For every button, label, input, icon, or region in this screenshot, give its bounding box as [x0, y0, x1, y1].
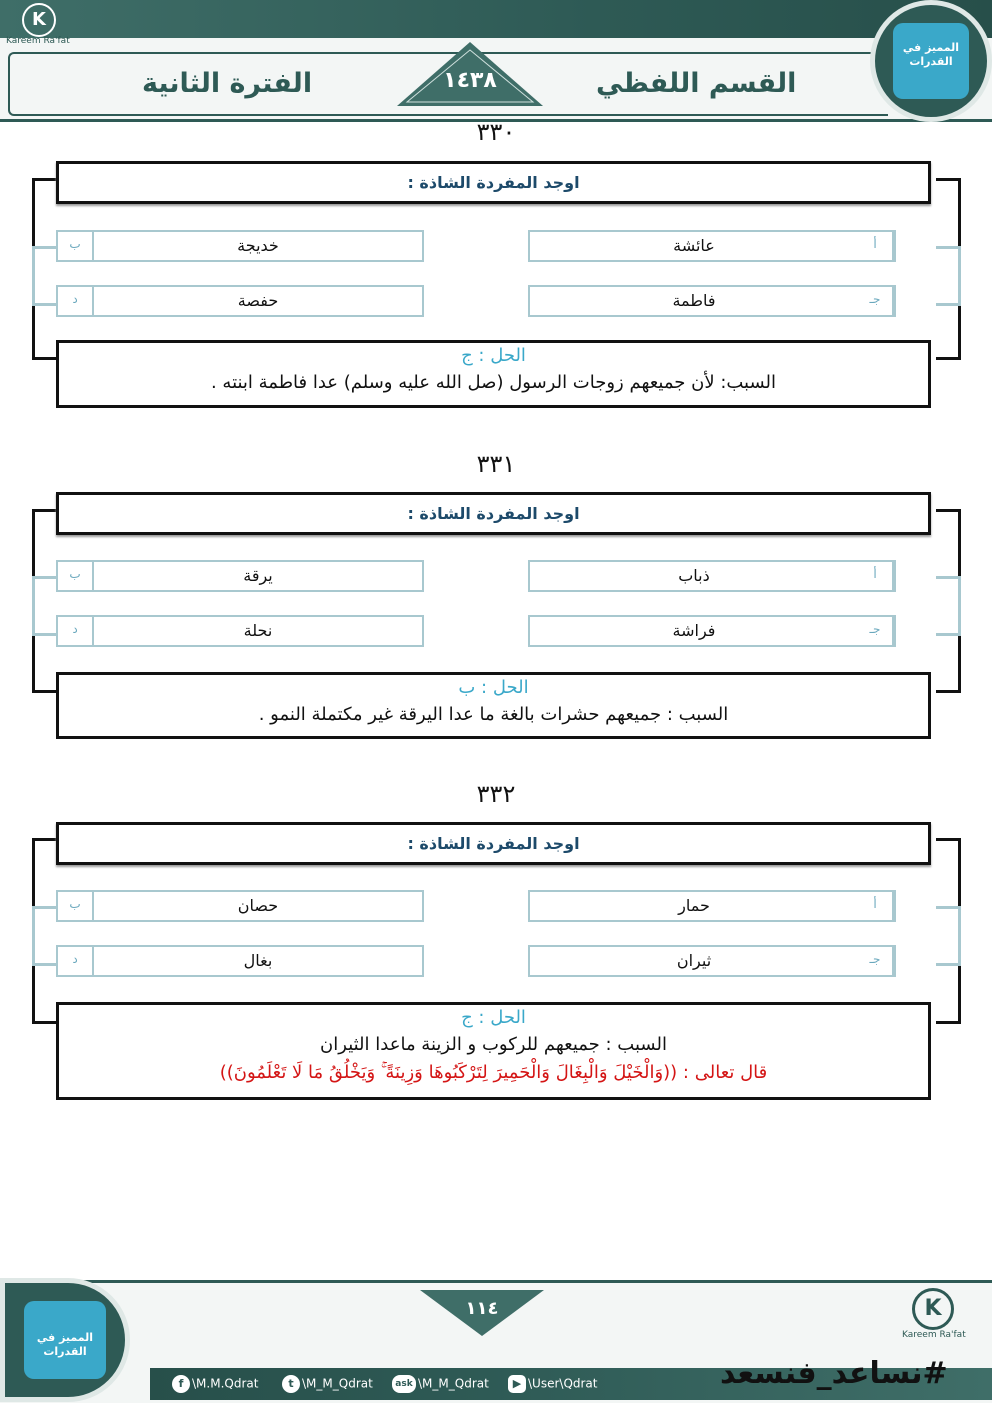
- facebook-icon: f: [172, 1375, 190, 1393]
- option-text: نحلة: [243, 621, 273, 640]
- options-side-right: [936, 576, 961, 636]
- youtube-icon: ▶: [508, 1375, 526, 1393]
- facebook-handle: \M.M.Qdrat: [192, 1376, 259, 1391]
- option-letter: د: [58, 617, 94, 645]
- option-letter: ب: [58, 562, 94, 590]
- option-d[interactable]: [56, 285, 424, 317]
- question-number: ٣٣٠: [476, 118, 516, 146]
- solution-label: الحل : ب: [458, 677, 529, 698]
- options-side-left: [32, 576, 57, 636]
- option-c[interactable]: [528, 945, 896, 977]
- option-text: حفصة: [237, 291, 279, 310]
- brand-logo: [870, 0, 992, 122]
- option-letter: جـ: [858, 617, 894, 645]
- option-a[interactable]: [528, 890, 896, 922]
- solution-label: الحل : ج: [461, 345, 526, 366]
- year-badge: [395, 40, 545, 110]
- ask-handle: \M_M_Qdrat: [418, 1376, 489, 1391]
- reason-text: السبب: لأن جميعهم زوجات الرسول (صل الله عليه وسلم) عدا فاطمة ابنته .: [210, 372, 777, 393]
- brand-logo-icon: [893, 23, 969, 99]
- options-side-left: [32, 906, 57, 966]
- footer-kareem-logo-icon: K: [912, 1288, 954, 1330]
- reason-text: السبب : جميعهم حشرات بالغة ما عدا اليرقة غير مكتملة النمو .: [258, 704, 729, 725]
- option-letter: جـ: [858, 947, 894, 975]
- option-text: ذباب: [678, 566, 710, 585]
- solution-label: الحل : ج: [461, 1007, 526, 1028]
- option-c[interactable]: [528, 285, 896, 317]
- options-side-right: [936, 246, 961, 306]
- brand-logo-text: المميز في القدرات: [902, 40, 960, 68]
- option-d[interactable]: [56, 945, 424, 977]
- option-text: بغال: [243, 951, 273, 970]
- answer-box: [56, 1002, 931, 1100]
- question-number: ٣٣٢: [476, 780, 516, 808]
- kareem-logo-icon: K: [22, 3, 56, 37]
- option-letter: أ: [858, 232, 894, 260]
- options-side-right: [936, 906, 961, 966]
- option-d[interactable]: [56, 615, 424, 647]
- option-b[interactable]: [56, 890, 424, 922]
- ask-icon: ask: [392, 1375, 416, 1393]
- option-text: فراشة: [672, 621, 716, 640]
- brand-logo-text: المميز في القدرات: [36, 1331, 94, 1359]
- kareem-logo-text: Kareem Ra'fat: [6, 36, 70, 46]
- page-number: ١١٤: [465, 1298, 499, 1319]
- footer-brand-logo: [0, 1278, 130, 1402]
- answer-box: [56, 672, 931, 739]
- twitter-link[interactable]: [282, 1375, 373, 1393]
- question-prompt: اوجد المفردة الشاذة :: [407, 834, 580, 853]
- header-band: [0, 0, 992, 38]
- option-text: ثيران: [676, 951, 712, 970]
- option-letter: ب: [58, 892, 94, 920]
- twitter-icon: t: [282, 1375, 300, 1393]
- question-box: [56, 822, 931, 865]
- option-c[interactable]: [528, 615, 896, 647]
- option-text: خديجة: [237, 236, 279, 255]
- option-letter: د: [58, 947, 94, 975]
- option-letter: أ: [858, 892, 894, 920]
- option-a[interactable]: [528, 560, 896, 592]
- option-letter: ب: [58, 232, 94, 260]
- option-letter: د: [58, 287, 94, 315]
- period-title: الفترة الثانية: [142, 68, 313, 99]
- option-text: فاطمة: [672, 291, 716, 310]
- ask-link[interactable]: [392, 1375, 489, 1393]
- question-prompt: اوجد المفردة الشاذة :: [407, 504, 580, 523]
- option-text: حصان: [237, 896, 279, 915]
- hashtag: #نساعد_فنسعد: [720, 1356, 948, 1391]
- brand-logo-icon: [24, 1301, 106, 1379]
- reason-text: السبب : جميعهم للركوب و الزينة ماعدا الثيران: [320, 1034, 667, 1055]
- year-label: ١٤٣٨: [443, 68, 497, 93]
- answer-box: [56, 340, 931, 408]
- facebook-link[interactable]: [172, 1375, 258, 1393]
- option-a[interactable]: [528, 230, 896, 262]
- section-title: القسم اللفظي: [596, 68, 797, 99]
- option-text: حمار: [678, 896, 710, 915]
- question-number: ٣٣١: [476, 450, 516, 478]
- option-text: يرقة: [243, 566, 273, 585]
- quran-verse: قال تعالى : ((وَالْخَيْلَ وَالْبِغَالَ وَالْحَمِيرَ لِتَرْكَبُوهَا وَزِينَةً ۚ وَيَخْلُقُ مَا لَا تَعْلَمُونَ)): [219, 1062, 768, 1083]
- options-side-left: [32, 246, 57, 306]
- twitter-handle: \M_M_Qdrat: [302, 1376, 373, 1391]
- youtube-handle: \User\Qdrat: [528, 1376, 598, 1391]
- question-prompt: اوجد المفردة الشاذة :: [407, 173, 580, 192]
- option-letter: جـ: [858, 287, 894, 315]
- youtube-link[interactable]: [508, 1375, 598, 1393]
- option-b[interactable]: [56, 560, 424, 592]
- question-box: [56, 492, 931, 535]
- option-text: عائشة: [673, 236, 715, 255]
- option-b[interactable]: [56, 230, 424, 262]
- footer-kareem-logo-text: Kareem Ra'fat: [902, 1330, 966, 1340]
- question-box: [56, 161, 931, 204]
- option-letter: أ: [858, 562, 894, 590]
